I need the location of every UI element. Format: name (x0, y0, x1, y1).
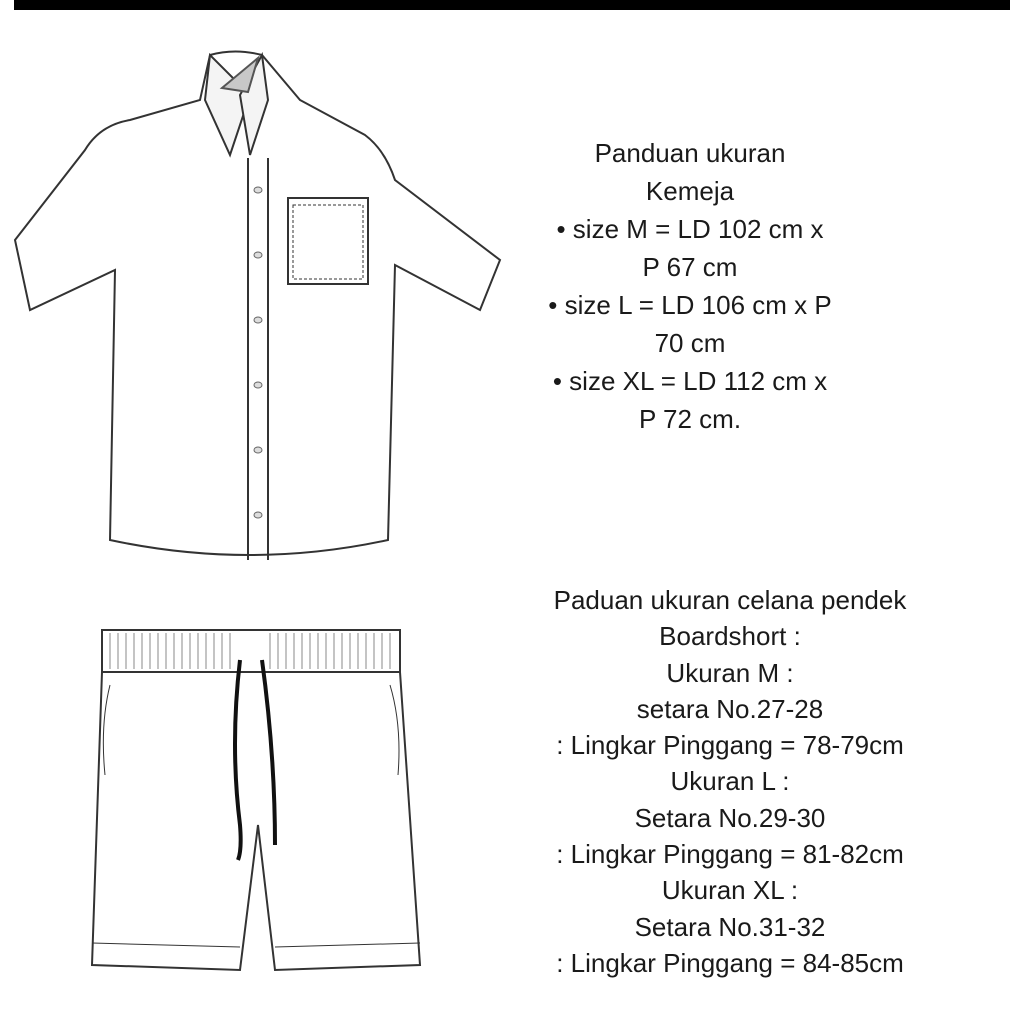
shirt-size-xl-cont: P 72 cm. (638, 404, 742, 434)
top-bar (14, 0, 1010, 10)
shorts-size-l-waist: : Lingkar Pinggang = 81-82cm (556, 839, 904, 870)
shorts-illustration (90, 625, 430, 1005)
shorts-size-m: Ukuran M : (666, 657, 794, 688)
shorts-size-xl-equiv: Setara No.31-32 (634, 911, 826, 942)
shirt-size-m-cont: P 67 cm (642, 252, 738, 282)
shorts-size-xl: Ukuran XL : (661, 875, 799, 906)
shorts-size-xl-waist: : Lingkar Pinggang = 84-85cm (556, 947, 904, 978)
shorts-guide-title: Paduan ukuran celana pendek (553, 585, 907, 615)
shirt-size-m: • size M = LD 102 cm x (556, 214, 824, 244)
shorts-guide-subtitle: Boardshort : (659, 621, 801, 652)
shorts-size-l: Ukuran L : (670, 766, 790, 797)
shorts-size-m-equiv: setara No.27-28 (636, 693, 824, 724)
shirt-size-l-cont: 70 cm (654, 328, 726, 358)
shirt-guide-title: Panduan ukuran (594, 138, 786, 168)
shirt-guide-subtitle: Kemeja (645, 176, 735, 206)
shirt-size-xl: • size XL = LD 112 cm x (552, 366, 828, 396)
shorts-size-l-equiv: Setara No.29-30 (634, 802, 826, 833)
shirt-size-guide (480, 134, 900, 438)
shorts-size-guide (510, 582, 950, 981)
shirt-illustration (10, 40, 510, 580)
shirt-size-l: • size L = LD 106 cm x P (548, 290, 832, 320)
shorts-size-m-waist: : Lingkar Pinggang = 78-79cm (556, 730, 904, 761)
